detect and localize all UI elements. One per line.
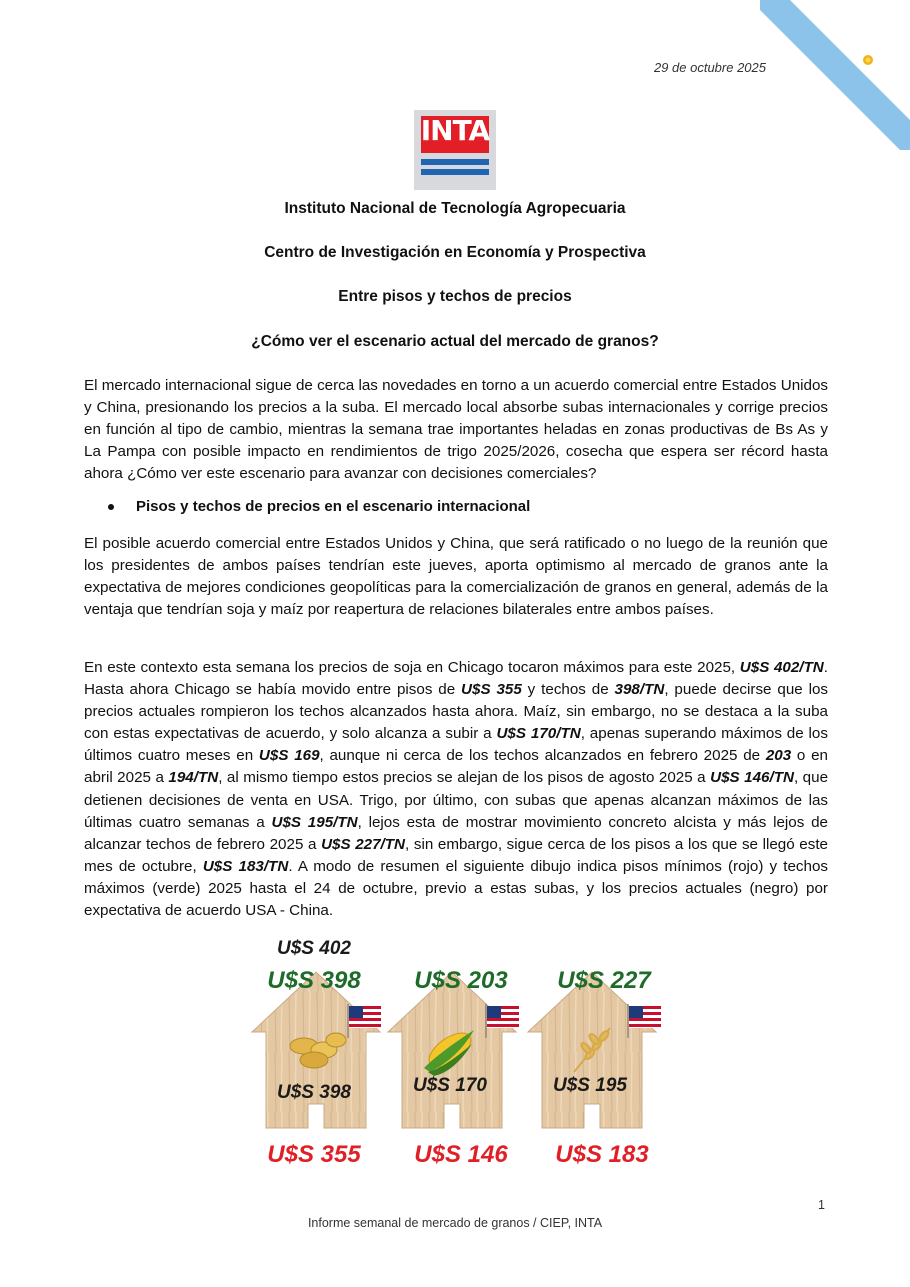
center-heading: Centro de Investigación en Economía y Prospectiva (264, 244, 646, 261)
soja-ceiling-price: U$S 398 (267, 967, 361, 994)
price-highlight: U$S 183/TN (202, 857, 289, 875)
trigo-floor-price: U$S 183 (555, 1141, 649, 1168)
report-title: Entre pisos y techos de precios (338, 288, 572, 305)
paragraph-text: , sin embargo, sigue cerca de los pisos a los que se llegó este mes de octubre, (84, 835, 828, 875)
bullet-dot-icon (108, 504, 114, 510)
price-highlight: U$S 146/TN (710, 769, 794, 787)
intro-paragraph: El mercado internacional sigue de cerca las novedades en torno a un acuerdo comercial entre Estados Unidos y China, presionando los precios a la suba. El mercado local absorbe subas internacionales y corrige precios en función al tipo de cambio, mientras la semana trae importantes heladas en zonas productivas de Bs As y La Pampa con posible impacto en rendimientos de trigo 2025/2026, cosecha que espera ser récord hasta ahora ¿Cómo ver este escenario para avanzar con decisiones comerciales? (84, 377, 828, 483)
paragraph-text: , lejos esta de mostrar movimiento concreto alcista y más lejos de alcanzar techos de febrero 2025 a (84, 813, 828, 853)
section-bullet (108, 498, 530, 515)
paragraph-text: . A modo de resumen el siguiente dibujo indica pisos mínimos (rojo) y techos máximos (verde) 2025 hasta el 24 de octubre, previo a estas subas, y los precios actuales (negro) por expectativa de acuerdo USA - China. (84, 857, 828, 920)
argentina-flag-ribbon (760, 0, 910, 150)
paragraph-text: o en abril 2025 a (84, 747, 829, 787)
trigo-current-price: U$S 195 (553, 1075, 627, 1096)
paragraph-text: , aunque ni cerca de los techos alcanzados en febrero 2025 de (319, 747, 766, 765)
price-highlight: 194/TN (168, 769, 219, 787)
price-highlight: U$S 227/TN (321, 835, 406, 853)
price-highlight: 398/TN (614, 681, 665, 699)
paragraph-text: , al mismo tiempo estos precios se alejan de los pisos de agosto 2025 a (218, 769, 711, 787)
maiz-current-price: U$S 170 (413, 1075, 487, 1096)
price-highlight: 203 (765, 747, 792, 765)
agreement-paragraph: El posible acuerdo comercial entre Estados Unidos y China, que será ratificado o no luego de la reunión que los presidentes de ambos países tendrían este jueves, aporta optimismo al mercado de granos ante la expectativa de mejores condiciones geopolíticas para la comercialización de granos en general, además de la ventaja que tendrían soja y maíz por reapertura de relaciones bilaterales entre ambos países. (84, 535, 828, 619)
paragraph-text: . Hasta ahora Chicago se había movido entre pisos de (84, 659, 828, 699)
paragraph-text: , puede decirse que los precios actuales rompieron los techos alcanzados hasta ahora. Maíz, sin embargo, no se destaca a la suba con estas expectativas de acuerdo, y solo alcanza a subir a (84, 681, 828, 743)
price-highlight: U$S 355 (461, 681, 522, 699)
page-number: 1 (818, 1198, 825, 1212)
maiz-floor-price: U$S 146 (414, 1141, 508, 1168)
inta-logo-text: INTA (420, 114, 490, 147)
report-subtitle: ¿Cómo ver el escenario actual del mercado de granos? (251, 333, 659, 350)
price-highlight: U$S 169 (258, 747, 320, 765)
maiz-ceiling-price: U$S 203 (414, 967, 508, 994)
price-highlight: U$S 402/TN (739, 659, 824, 676)
inta-logo (414, 110, 496, 190)
paragraph-text: , que detienen decisiones de venta en USA. Trigo, por último, con subas que apenas alcanzan máximos de las últimas cuatro semanas a (84, 769, 829, 831)
trigo-ceiling-price: U$S 227 (557, 967, 651, 994)
soja-current-price: U$S 398 (277, 1082, 351, 1103)
institute-heading: Instituto Nacional de Tecnología Agropecuaria (284, 200, 626, 217)
soja-top-price: U$S 402 (277, 938, 351, 959)
price-highlight: U$S 195/TN (271, 813, 358, 831)
paragraph-text: , apenas superando máximos de los últimos cuatro meses en (84, 725, 828, 765)
report-date: 29 de octubre 2025 (653, 60, 766, 75)
prices-paragraph (84, 657, 828, 922)
paragraph-text: En este contexto esta semana los precios de soja en Chicago tocaron máximos para este 2025, (84, 659, 740, 676)
soja-floor-price: U$S 355 (267, 1141, 361, 1168)
page-footer: Informe semanal de mercado de granos / CIEP, INTA (307, 1216, 603, 1230)
paragraph-text: y techos de (521, 681, 615, 699)
price-highlight: U$S 170/TN (496, 725, 581, 743)
section-heading: Pisos y techos de precios en el escenario internacional (136, 498, 531, 515)
price-infographic (244, 932, 664, 1174)
